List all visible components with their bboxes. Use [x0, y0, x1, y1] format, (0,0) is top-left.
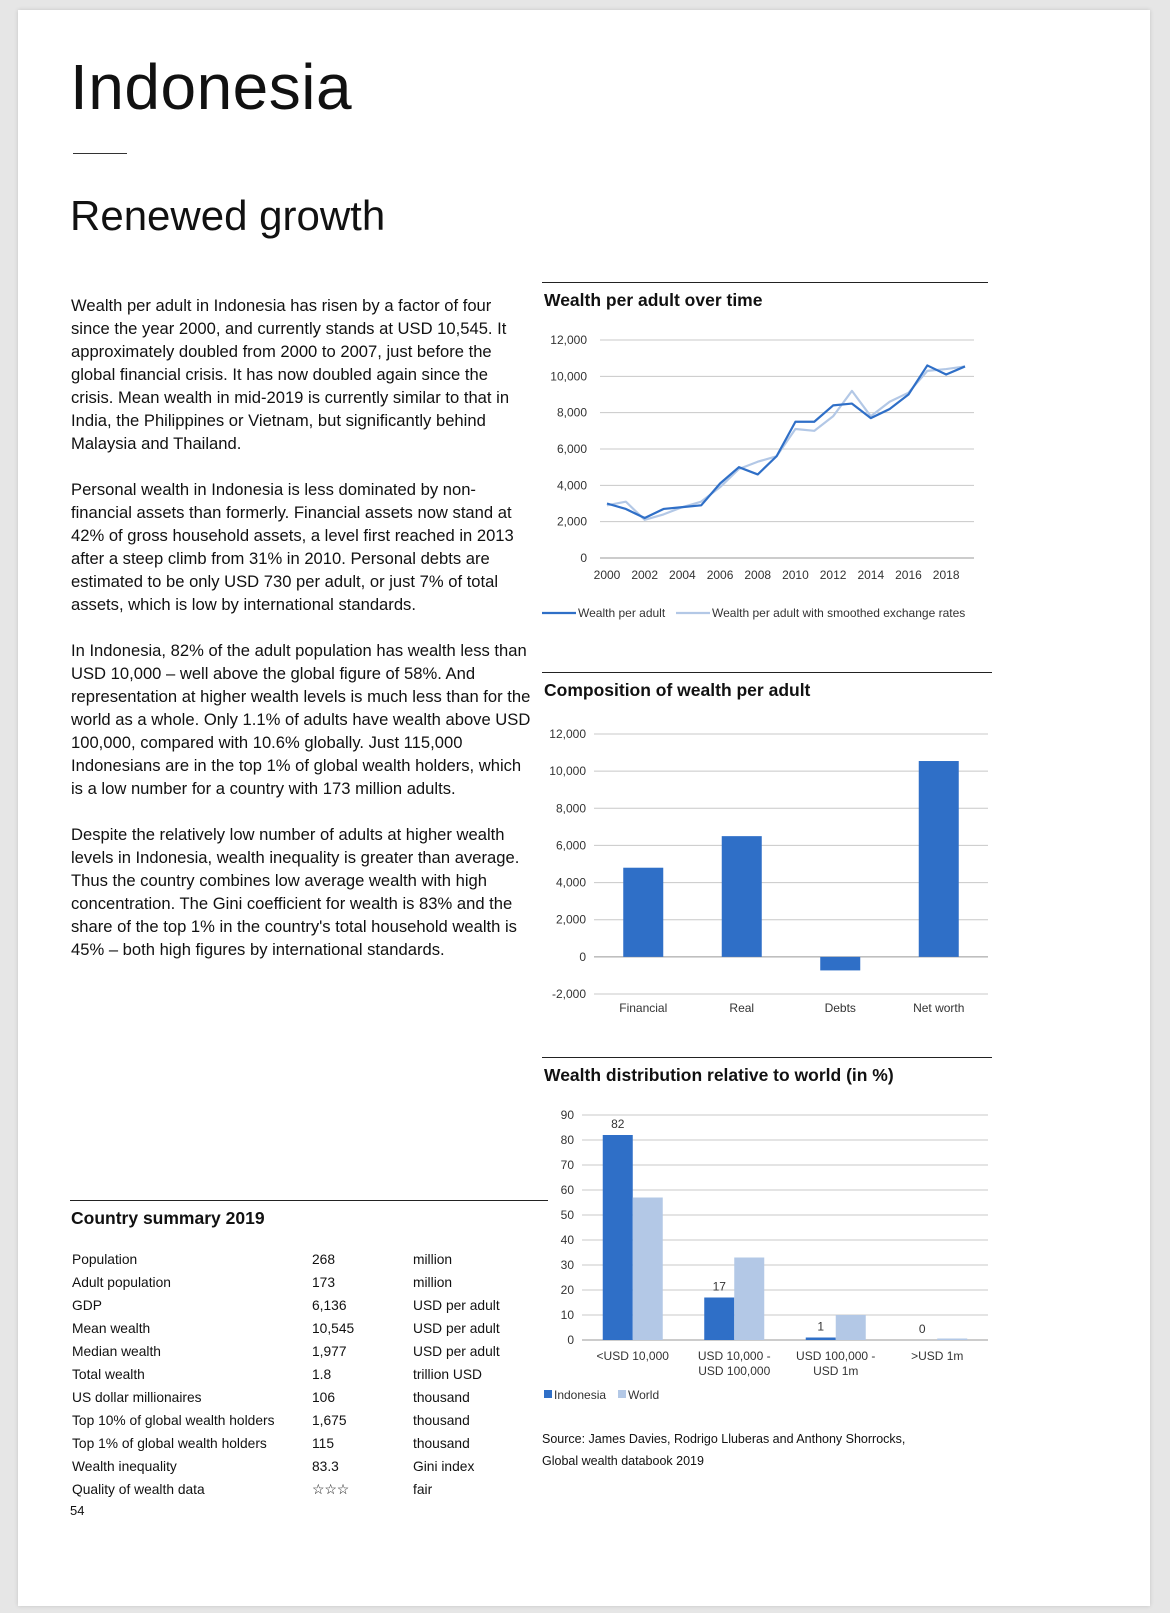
x-tick-label: 2018 [932, 568, 960, 582]
summary-row [72, 1344, 500, 1367]
summary-label: Top 1% of global wealth holders [72, 1436, 267, 1451]
summary-unit: USD per adult [413, 1298, 500, 1313]
bar-world-1 [734, 1258, 764, 1341]
page-title: Indonesia [70, 51, 353, 123]
legend-label: Wealth per adult with smoothed exchange rates [712, 606, 966, 620]
summary-label: Top 10% of global wealth holders [72, 1413, 275, 1428]
body-text [71, 294, 531, 984]
summary-label: Population [72, 1252, 138, 1267]
composition-chart-block [542, 672, 992, 1032]
y-tick-label: 60 [560, 1183, 574, 1197]
page-subtitle: Renewed growth [70, 192, 386, 239]
y-tick-label: 0 [580, 551, 587, 565]
summary-value: 10,545 [312, 1321, 355, 1336]
y-tick-label: 8,000 [556, 405, 587, 420]
summary-unit: million [413, 1252, 453, 1267]
summary-value: 83.3 [312, 1459, 339, 1474]
legend-label: World [628, 1388, 660, 1402]
distribution-chart [542, 1057, 992, 1407]
y-tick-label: -2,000 [551, 987, 586, 1001]
y-tick-label: 10,000 [549, 764, 586, 779]
x-tick-label: Real [729, 1001, 755, 1015]
x-tick-label: 2016 [895, 568, 922, 582]
x-tick-label: 2000 [593, 568, 621, 582]
summary-unit: USD per adult [413, 1321, 500, 1336]
summary-value: 268 [312, 1252, 336, 1267]
legend-swatch [544, 1390, 552, 1398]
page-number: 54 [70, 1503, 85, 1518]
summary-row [72, 1436, 500, 1459]
y-tick-label: 6,000 [555, 838, 586, 853]
data-label: 17 [712, 1279, 726, 1294]
y-tick-label: 50 [560, 1208, 574, 1222]
y-tick-label: 20 [560, 1283, 574, 1297]
summary-unit: thousand [413, 1436, 470, 1451]
y-tick-label: 2,000 [555, 912, 586, 927]
paragraph: Personal wealth in Indonesia is less dominated by non-financial assets than formerly. Financial assets now stand at 42% of gross household assets, a level first reached in 2013 after a steep climb from 31% in 2010. Personal debts are estimated to be only USD 730 per adult, or just 7% of total assets, which is low by international standards. [71, 480, 514, 614]
line-chart-block [542, 282, 992, 632]
source-note [542, 1428, 962, 1472]
legend-label: Wealth per adult [578, 606, 666, 620]
y-tick-label: 40 [560, 1233, 574, 1247]
x-tick-label: Debts [824, 1001, 856, 1015]
summary-row [72, 1367, 500, 1390]
title-divider [73, 153, 127, 154]
summary-title: Country summary 2019 [71, 1208, 265, 1228]
summary-label: Median wealth [72, 1344, 161, 1359]
summary-label: GDP [72, 1298, 102, 1313]
bar-world-3 [937, 1339, 967, 1341]
x-tick-label: 2012 [819, 568, 847, 582]
summary-unit: million [413, 1275, 453, 1290]
source-line: Global wealth databook 2019 [542, 1454, 704, 1468]
summary-value: 173 [312, 1275, 336, 1290]
summary-label: Wealth inequality [72, 1459, 177, 1474]
y-tick-label: 80 [560, 1133, 574, 1147]
data-label: 1 [817, 1319, 825, 1334]
summary-row [72, 1275, 500, 1298]
x-tick-label: USD 100,000 [698, 1364, 771, 1378]
summary-unit: fair [413, 1482, 433, 1497]
x-tick-label: 2004 [669, 568, 696, 582]
bar-financial [623, 868, 663, 957]
summary-table [72, 1252, 500, 1505]
summary-row [72, 1482, 500, 1505]
summary-label: Total wealth [72, 1367, 145, 1382]
summary-label: Quality of wealth data [72, 1482, 205, 1497]
summary-label: US dollar millionaires [72, 1390, 202, 1405]
y-tick-label: 90 [560, 1108, 574, 1122]
data-label: 82 [611, 1117, 625, 1131]
summary-unit: thousand [413, 1413, 470, 1428]
x-tick-label: 2008 [744, 568, 772, 582]
y-tick-label: 12,000 [550, 333, 587, 347]
summary-unit: USD per adult [413, 1344, 500, 1359]
composition-chart-title: Composition of wealth per adult [544, 680, 811, 700]
x-tick-label: USD 100,000 - [796, 1349, 876, 1363]
bar-indonesia-1 [704, 1298, 734, 1341]
x-tick-label: USD 1m [813, 1364, 859, 1378]
x-tick-label: Financial [619, 1001, 668, 1015]
x-tick-label: 2014 [857, 568, 885, 582]
paragraph: Despite the relatively low number of adults at higher wealth levels in Indonesia, wealth inequality is greater than average. Thus the country combines low average wealth with high concentration. The Gini coefficient for wealth is 83% and the share of the top 1% in the country's total household wealth is 45% – both high figures by international standards. [71, 825, 520, 959]
distribution-chart-block [542, 1057, 992, 1407]
y-tick-label: 4,000 [556, 478, 587, 493]
distribution-chart-title: Wealth distribution relative to world (in %) [544, 1065, 894, 1085]
source-line: Source: James Davies, Rodrigo Lluberas and Anthony Shorrocks, [542, 1432, 906, 1446]
data-label: 0 [918, 1322, 926, 1336]
y-tick-label: 6,000 [556, 442, 587, 456]
summary-row [72, 1390, 500, 1413]
y-tick-label: 30 [560, 1258, 574, 1272]
summary-row [72, 1459, 500, 1482]
line-chart-title: Wealth per adult over time [544, 290, 763, 310]
y-tick-label: 10 [560, 1308, 574, 1322]
bar-world-2 [836, 1315, 866, 1340]
x-tick-label: 2010 [782, 568, 809, 582]
summary-value: ☆☆☆ [312, 1482, 350, 1497]
y-tick-label: 2,000 [556, 514, 587, 529]
y-tick-label: 0 [579, 949, 586, 964]
y-tick-label: 12,000 [549, 727, 586, 741]
bar-real [722, 836, 762, 957]
x-tick-label: >USD 1m [911, 1349, 964, 1363]
bar-net-worth [919, 761, 959, 957]
x-tick-label: 2006 [706, 568, 734, 582]
summary-row [72, 1321, 500, 1344]
bar-indonesia-0 [603, 1135, 633, 1340]
report-page [18, 10, 1150, 1606]
y-tick-label: 70 [560, 1158, 574, 1172]
x-tick-label: <USD 10,000 [596, 1349, 669, 1363]
y-tick-label: 0 [567, 1333, 574, 1347]
summary-label: Mean wealth [72, 1321, 151, 1336]
summary-value: 6,136 [312, 1298, 347, 1313]
line-chart [542, 282, 992, 632]
summary-unit: thousand [413, 1390, 470, 1405]
x-tick-label: 2002 [631, 568, 659, 582]
paragraph: Wealth per adult in Indonesia has risen by a factor of four since the year 2000, and currently stands at USD 10,545. It approximately doubled from 2000 to 2007, just before the global financial crisis. It has now doubled again since the crisis. Mean wealth in mid-2019 is currently similar to that in India, the Philippines or Vietnam, but significantly behind Malaysia and Thailand. [71, 296, 510, 453]
summary-row [72, 1298, 500, 1321]
x-tick-label: Net worth [913, 1001, 965, 1015]
bar-world-0 [633, 1198, 663, 1341]
summary-value: 1.8 [312, 1367, 332, 1382]
summary-row [72, 1413, 500, 1436]
paragraph: In Indonesia, 82% of the adult population has wealth less than USD 10,000 – well above the global figure of 58%. And representation at higher wealth levels is much less than for the world as a whole. Only 1.1% of adults have wealth above USD 100,000, compared with 10.6% globally. Just 115,000 Indonesians are in the top 1% of global wealth holders, which is a low number for a country with 173 million adults. [71, 641, 531, 798]
summary-unit: Gini index [413, 1459, 475, 1474]
bar-indonesia-2 [806, 1338, 836, 1341]
legend-swatch [618, 1390, 626, 1398]
bar-debts [820, 957, 860, 971]
legend-label: Indonesia [554, 1388, 607, 1402]
summary-label: Adult population [72, 1275, 171, 1290]
summary-value: 115 [312, 1436, 334, 1451]
summary-value: 1,977 [312, 1344, 347, 1359]
y-tick-label: 4,000 [555, 875, 586, 890]
summary-unit: trillion USD [413, 1367, 482, 1382]
summary-value: 1,675 [312, 1413, 347, 1428]
y-tick-label: 10,000 [550, 369, 587, 384]
summary-rule [70, 1200, 548, 1201]
x-tick-label: USD 10,000 - [697, 1349, 771, 1363]
composition-chart [542, 672, 992, 1032]
summary-value: 106 [312, 1390, 336, 1405]
summary-row [72, 1252, 500, 1275]
y-tick-label: 8,000 [555, 801, 586, 816]
